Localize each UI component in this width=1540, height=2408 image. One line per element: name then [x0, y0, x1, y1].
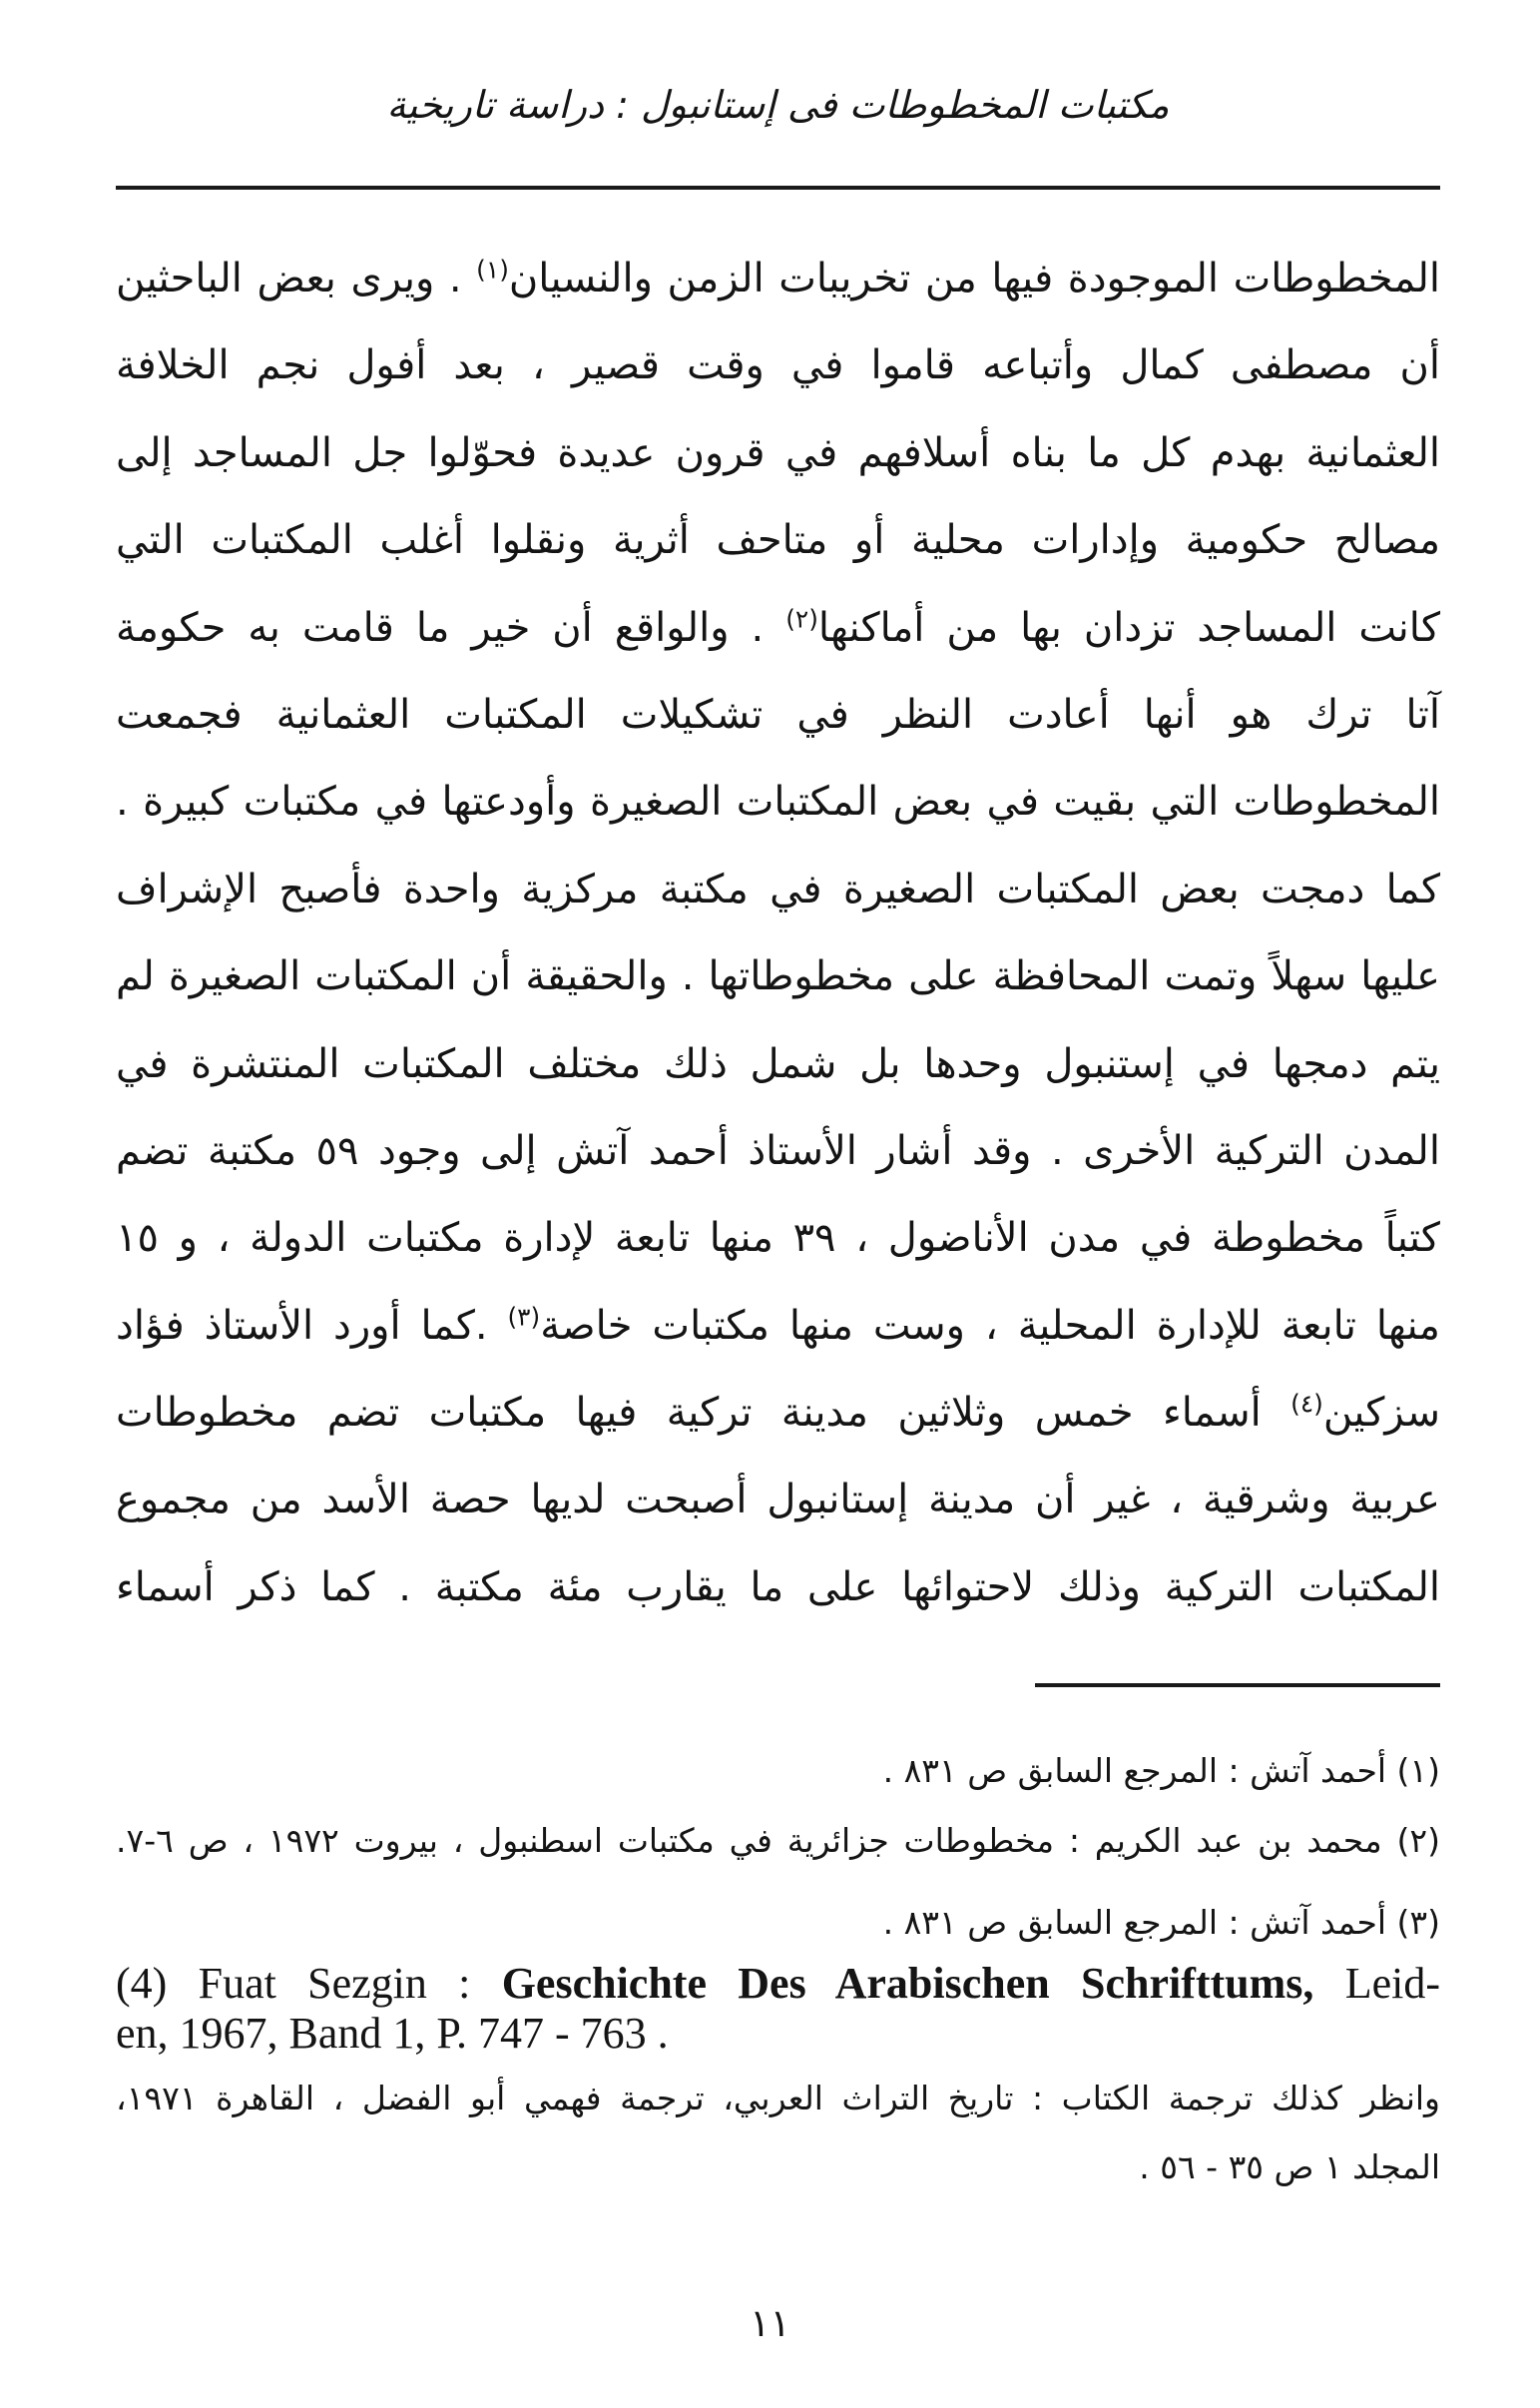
- footnote-reference: (٣): [507, 1302, 541, 1332]
- body-text-run: . والواقع أن خير ما قامت به حكومة: [116, 604, 786, 651]
- body-text-run: كتباً مخطوطة في مدن الأناضول ، ٣٩ منها تابعة لإدارة مكتبات الدولة ، و ١٥: [116, 1215, 1440, 1262]
- body-line: [116, 322, 1440, 409]
- body-text-run: . ويرى بعض الباحثين: [116, 256, 477, 301]
- page-number: ١١: [750, 2301, 790, 2345]
- body-line-content: [116, 1215, 1440, 1261]
- body-text-run: منها تابعة للإدارة المحلية ، وست منها مكتبات خاصة: [540, 1302, 1440, 1349]
- body-line-content: [116, 517, 1440, 563]
- body-line-content: [116, 1128, 1440, 1174]
- body-line: [116, 497, 1440, 584]
- body-text-run: آتا ترك هو أنها أعادت النظر في تشكيلات المكتبات العثمانية فجمعت: [116, 691, 1440, 738]
- body-text-run: المخطوطات التي بقيت في بعض المكتبات الصغيرة وأودعتها في مكتبات كبيرة .: [116, 779, 1440, 826]
- body-text-run: المخطوطات الموجودة فيها من تخريبات الزمن والنسيان: [508, 256, 1441, 301]
- footnote-marker: (٢): [1396, 1821, 1440, 1860]
- body-line-content: [116, 1303, 1440, 1349]
- footnote-4-line-1-content: [116, 1959, 1440, 2008]
- footnote-text: أحمد آتش : المرجع السابق ص ٨٣١ .: [882, 1751, 1387, 1790]
- body-line-content: [116, 692, 1440, 738]
- running-head-title: مكتبات المخطوطات فى إستانبول : دراسة تاريخية: [386, 83, 1170, 127]
- body-text-run: عربية وشرقية ، غير أن مدينة إستانبول أصبحت لديها حصة الأسد من مجموع: [116, 1477, 1440, 1523]
- body-line-content: [116, 867, 1440, 912]
- body-line: [116, 1283, 1440, 1370]
- body-line: [116, 1021, 1440, 1108]
- body-line: [116, 672, 1440, 759]
- body-line-content: [116, 1390, 1440, 1436]
- footnote-3: [116, 1893, 1440, 1953]
- body-line-content: [116, 779, 1440, 825]
- footnote-reference: (٢): [785, 603, 818, 633]
- body-line-content: [116, 1041, 1440, 1087]
- running-head: [116, 76, 1440, 134]
- footnote-1: [116, 1741, 1440, 1801]
- footnote-4-translation-text: المجلد ١ ص ٣٥ - ٥٦ .: [1139, 2147, 1440, 2186]
- body-line: [116, 585, 1440, 672]
- footnote-4-translation-line-1: [116, 2069, 1440, 2128]
- body-line: [116, 1457, 1440, 1543]
- footnote-marker: (٣): [1396, 1903, 1440, 1942]
- body-line-content: [116, 256, 1440, 301]
- footnote-separator: [1035, 1683, 1440, 1687]
- body-text-run: العثمانية بهدم كل ما بناه أسلافهم في قرون عديدة فحوّلوا جل المساجد إلى: [116, 429, 1440, 476]
- body-line-content: [116, 342, 1440, 388]
- footnote-4-place-start: Leid-: [1344, 1959, 1441, 2008]
- footnote-4-line-1: [116, 1958, 1440, 2010]
- footnote-marker: (١): [1396, 1751, 1440, 1790]
- footnote-2-content: [116, 1821, 1440, 1860]
- body-text-run: عليها سهلاً وتمت المحافظة على مخطوطاتها . والحقيقة أن المكتبات الصغيرة لم: [116, 953, 1440, 1000]
- body-line: [116, 1108, 1440, 1195]
- footnote-4-book-title: Geschichte Des Arabischen Schrifttums,: [501, 1959, 1314, 2008]
- body-text-run: كما دمجت بعض المكتبات الصغيرة في مكتبة مركزية واحدة فأصبح الإشراف: [116, 866, 1440, 912]
- footnote-marker: (4): [116, 1959, 168, 2008]
- header-rule: [116, 186, 1440, 190]
- body-text-run: مصالح حكومية وإدارات محلية أو متاحف أثرية ونقلوا أغلب المكتبات التي: [116, 517, 1440, 564]
- body-line: [116, 1195, 1440, 1282]
- body-line: [116, 236, 1440, 322]
- footnote-3-content: [883, 1903, 1440, 1942]
- body-text-run: يتم دمجها في إستنبول وحدها بل شمل ذلك مختلف المكتبات المنتشرة في: [116, 1040, 1440, 1087]
- body-text: [116, 236, 1440, 1631]
- footnote-1-content: [883, 1751, 1440, 1790]
- body-line-content: [116, 605, 1440, 651]
- footnote-reference: (١): [476, 255, 509, 285]
- body-line-content: [116, 1564, 1440, 1610]
- body-text-run: المكتبات التركية وذلك لاحتوائها على ما يقارب مئة مكتبة . كما ذكر أسماء: [116, 1563, 1440, 1610]
- footnote-text: أحمد آتش : المرجع السابق ص ٨٣١ .: [882, 1903, 1387, 1942]
- footnote-4-line-2: [116, 2008, 1440, 2060]
- body-line: [116, 759, 1440, 846]
- body-line: [116, 933, 1440, 1020]
- body-line-content: [116, 953, 1440, 999]
- body-line-content: [116, 430, 1440, 476]
- footnote-text: محمد بن عبد الكريم : مخطوطات جزائرية في مكتبات اسطنبول ، بيروت ١٩٧٢ ، ص ٦-٧.: [116, 1821, 1382, 1860]
- body-text-run: .كما أورد الأستاذ فؤاد: [116, 1302, 508, 1349]
- body-line: [116, 847, 1440, 933]
- footnote-reference: (٤): [1290, 1389, 1323, 1419]
- footnote-4-author: Fuat Sezgin :: [198, 1959, 471, 2008]
- body-text-run: سزكين: [1322, 1390, 1440, 1437]
- body-line: [116, 410, 1440, 497]
- footnote-4-translation-text: وانظر كذلك ترجمة الكتاب : تاريخ التراث العربي، ترجمة فهمي أبو الفضل ، القاهرة ١٩٧١،: [116, 2079, 1440, 2117]
- body-text-run: المدن التركية الأخرى . وقد أشار الأستاذ أحمد آتش إلى وجود ٥٩ مكتبة تضم: [116, 1127, 1440, 1174]
- body-text-run: كانت المساجد تزدان بها من أماكنها: [817, 604, 1440, 651]
- footnote-2: [116, 1811, 1440, 1871]
- body-line: [116, 1544, 1440, 1631]
- body-text-run: أن مصطفى كمال وأتباعه قاموا في وقت قصير ، بعد أفول نجم الخلافة: [116, 342, 1440, 389]
- footnote-4-line-2-content: en, 1967, Band 1, P. 747 - 763 .: [116, 2009, 669, 2058]
- body-line: [116, 1370, 1440, 1457]
- body-line-content: [116, 1477, 1440, 1522]
- footnote-4-translation-line-2: [116, 2137, 1440, 2197]
- body-text-run: أسماء خمس وثلاثين مدينة تركية فيها مكتبات تضم مخطوطات: [116, 1390, 1291, 1437]
